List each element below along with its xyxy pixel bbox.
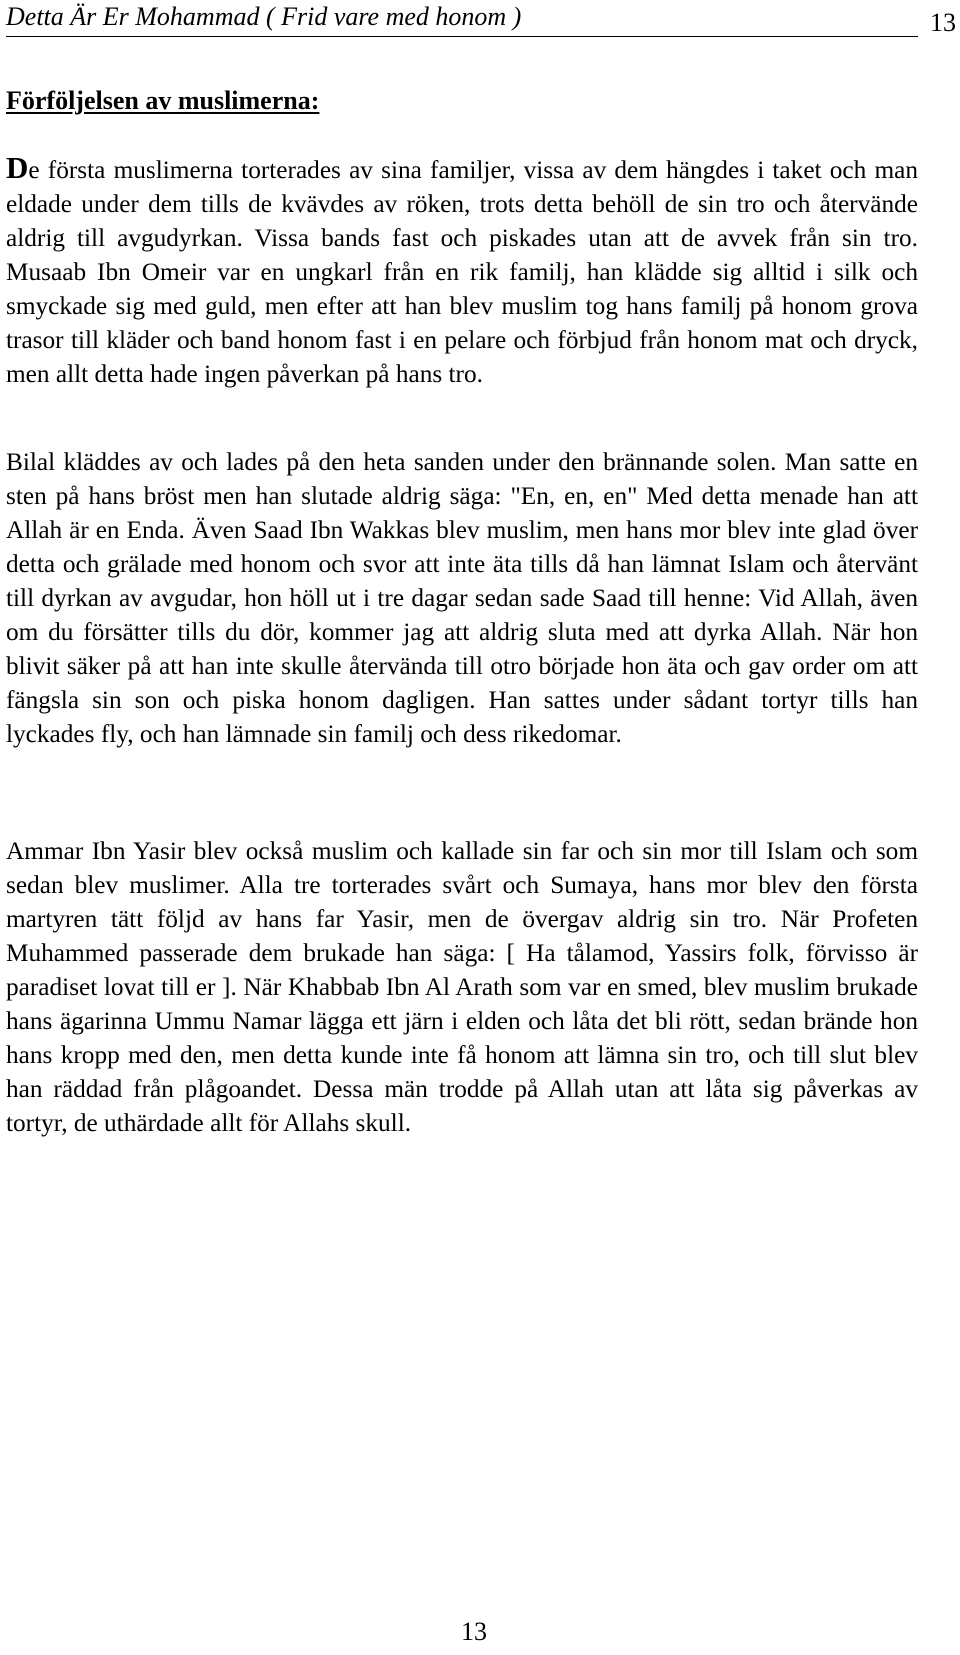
footer-page-number: 13 [461, 1617, 487, 1646]
dropcap: D [6, 150, 29, 185]
paragraph-musaab [6, 151, 918, 391]
paragraph-ammar: Ammar Ibn Yasir blev också muslim och kallade sin far och sin mor till Islam och som sedan blev muslimer. Alla tre torterades svårt och Sumaya, hans mor blev den första martyren tätt följd av hans far Yasir, men de övergav aldrig sin tro. När Profeten Muhammed passerade dem brukade han säga: [ Ha tålamod, Yassirs folk, förvisso är paradiset lovat till er ]. När Khabbab Ibn Al Arath som var en smed, blev muslim brukade hans ägarinna Ummu Namar lägga ett järn i elden och låta det bli rött, sedan brände hon hans kropp med den, men detta kunde inte få honom att lämna sin tro, och till slut blev han räddad från plågoandet. Dessa män trodde på Allah utan att låta sig påverkas av tortyr, de uthärdade allt för Allahs skull. [6, 837, 918, 1137]
section-heading: Förföljelsen av muslimerna: [6, 86, 320, 115]
page-header [6, 0, 918, 37]
paragraph-bilal: Bilal kläddes av och lades på den heta sanden under den brännande solen. Man satte en sten på hans bröst men han slutade aldrig säga: "En, en, en" Med detta menade han att Allah är en Enda. Även Saad Ibn Wakkas blev muslim, men hans mor blev inte glad över detta och grälade med honom och svor att inte äta tills då han lämnat Islam och återvänt till dyrkan av avgudar, hon höll ut i tre dagar sedan sade Saad till henne: Vid Allah, även om du försätter tills du dör, kommer jag att aldrig sluta med att dyrka Allah. När hon blivit säker på att han inte skulle återvända till otro började hon äta och gav order om att fängsla sin son och piska honom dagligen. Han sattes under sådant tortyr tills han lyckades fly, och han lämnade sin familj och dess rikedomar. [6, 448, 918, 748]
header-page-number: 13 [930, 8, 956, 37]
paragraph-text: e första muslimerna torterades av sina familjer, vissa av dem hängdes i taket och man eldade under dem tills de kvävdes av röken, trots detta behöll de sin tro och återvände aldrig till avgudyrkan. Vissa bands fast och piskades utan att de avvek från sin tro. Musaab Ibn Omeir var en ungkarl från en rik familj, han klädde sig alltid i silk och smyckade sig med guld, men efter att han blev muslim tog hans familj på honom grova trasor till kläder och band honom fast i en pelare och förbjud från honom mat och dryck, men allt detta hade ingen påverkan på hans tro. [6, 156, 918, 388]
running-title: Detta Är Er Mohammad ( Frid vare med honom ) [6, 2, 522, 31]
